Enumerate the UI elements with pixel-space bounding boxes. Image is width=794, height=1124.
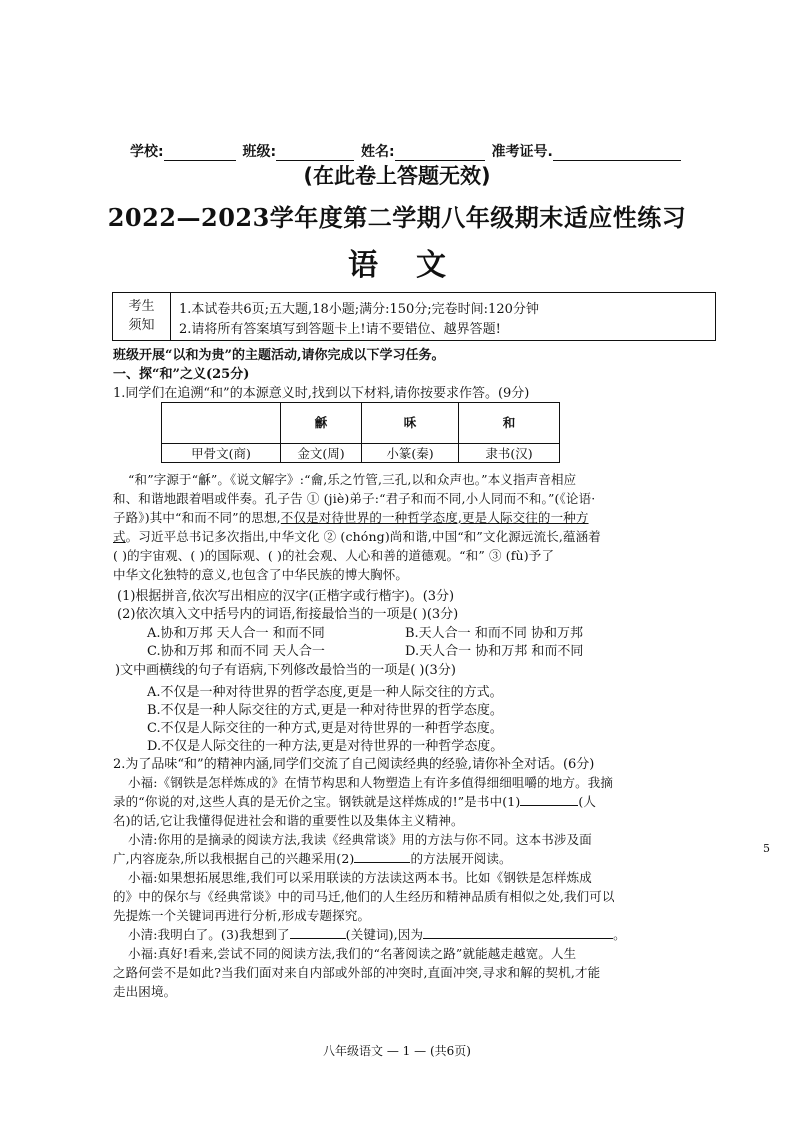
dialogue-line-9c: 。	[613, 927, 626, 942]
exam-no-label: 准考证号.	[491, 144, 553, 160]
glyph-oracle	[162, 403, 281, 444]
dialogue-line-8: 先提炼一个关键词再进行分析,形成专题探究。	[113, 908, 371, 923]
dialogue-line-2	[113, 792, 596, 810]
subject-title: 语文	[348, 248, 484, 283]
passage-line-5: ( )的宇宙观、( )的国际观、( )的社会观、人心和善的道德观。“和” ③ (fù)予了	[113, 548, 555, 563]
question-2: 2.为了品味“和”的精神内涵,同学们交流了自己阅读经典的经验,请你补全对话。(6分)	[113, 757, 595, 772]
glyph-clerical: 和	[459, 403, 560, 444]
underlined-sentence-part-2: 式	[113, 529, 126, 544]
dialogue-line-6: 小福:如果想拓展思维,我们可以采用联读的方法读这两本书。比如《钢铁是怎样炼成	[128, 870, 592, 885]
label-seal: 小篆(秦)	[362, 444, 459, 463]
dialogue-line-1: 小福:《钢铁是怎样炼成的》在情节构思和人物塑造上有许多值得细细咀嚼的地方。我摘	[128, 775, 614, 790]
dialogue-line-9	[128, 925, 626, 943]
dialogue-line-9b: (关键词),因为	[345, 927, 424, 942]
passage-line-4b: 。习近平总书记多次指出,中华文化 ② (chóng)尚和谐,中国“和”文化源远流长,蕴涵着	[125, 529, 601, 544]
glyph-seal: 咊	[362, 403, 459, 444]
dialogue-line-10: 小福:真好!看来,尝试不同的阅读方法,我们的“名著阅读之路”就能越走越宽。人生	[128, 946, 577, 961]
notice-label	[113, 293, 171, 340]
side-margin-mark: 5	[763, 842, 770, 855]
option-1-3-b: B.不仅是一种人际交往的方式,更是一种对待世界的哲学态度。	[147, 703, 503, 718]
activity-intro: 班级开展“以和为贵”的主题活动,请你完成以下学习任务。	[113, 348, 445, 363]
answer-blank-2[interactable]	[354, 850, 410, 863]
student-info-header	[130, 141, 683, 161]
label-clerical: 隶书(汉)	[459, 444, 560, 463]
section-1-heading: 一、探“和”之义(25分)	[113, 367, 250, 382]
option-1-2-b: B.天人合一 和而不同 协和万邦	[405, 626, 583, 641]
question-1-1: (1)根据拼音,依次写出相应的汉字(正楷字或行楷字)。(3分)	[117, 589, 455, 604]
passage-line-4	[113, 527, 601, 545]
answer-blank-3[interactable]	[290, 926, 346, 939]
notice-label-1: 考生	[128, 299, 155, 314]
dialogue-line-12: 走出困境。	[113, 984, 177, 999]
class-label: 班级:	[242, 144, 277, 160]
passage-line-3a: 子路》)其中“和而不同”的思想,	[113, 510, 281, 525]
passage-line-3	[113, 508, 589, 526]
dialogue-line-7: 的》中的保尔与《经典常谈》中的司马迁,他们的人生经历和精神品质有相似之处,我们可以	[113, 889, 615, 904]
option-1-3-c: C.不仅是人际交往的一种方式,更是对待世界的一种哲学态度。	[147, 721, 503, 736]
dialogue-line-3: 名)的话,它让我懂得促进社会和谐的重要性以及集体主义精神。	[113, 813, 464, 828]
answer-blank-1[interactable]	[520, 793, 578, 806]
notice-line-1: 1.本试卷共6页;五大题,18小题;满分:150分;完卷时间:120分钟	[179, 302, 539, 317]
passage-line-2: 和、和谐地跟着唱或伴奏。孔子告 ① (jiè)弟子:“君子和而不同,小人同而不和。”(《论语·	[113, 491, 596, 506]
option-1-3-a: A.不仅是一种对待世界的哲学态度,更是一种人际交往的方式。	[147, 685, 503, 700]
name-label: 姓名:	[360, 144, 395, 160]
notice-label-2: 须知	[128, 318, 155, 333]
dialogue-line-2b: (人	[578, 794, 597, 809]
class-blank[interactable]	[276, 146, 354, 161]
school-label: 学校:	[130, 144, 164, 160]
underlined-sentence-part-1: 不仅是对待世界的一种哲学态度,更是人际交往的一种方	[280, 510, 589, 525]
script-evolution-table	[161, 402, 560, 463]
option-1-3-d: D.不仅是人际交往的一种方法,更是对待世界的一种哲学态度。	[147, 739, 504, 754]
notice-box	[112, 292, 716, 341]
answer-blank-3-reason[interactable]	[423, 926, 613, 939]
glyph-bronze: 龢	[281, 403, 362, 444]
invalid-note: (在此卷上答题无效)	[303, 164, 491, 188]
label-bronze: 金文(周)	[281, 444, 362, 463]
dialogue-line-5a: 广,内容庞杂,所以我根据自己的兴趣采用(2)	[113, 851, 355, 866]
option-1-2-d: D.天人合一 协和万邦 和而不同	[405, 644, 584, 659]
glyph-row	[162, 403, 560, 444]
exam-no-blank[interactable]	[553, 146, 681, 161]
dialogue-line-2a: 录的“你说的对,这些人真的是无价之宝。钢铁就是这样炼成的!”是书中(1)	[113, 794, 521, 809]
dialogue-line-11: 之路何尝不是如此?当我们面对来自内部或外部的冲突时,直面冲突,寻求和解的契机,才能	[113, 965, 601, 980]
dialogue-line-9a: 小清:我明白了。(3)我想到了	[128, 927, 290, 942]
question-1-2: (2)依次填入文中括号内的词语,衔接最恰当的一项是( )(3分)	[117, 607, 459, 622]
passage-line-1: “和”字源于“龢”。《说文解字》:“龠,乐之竹管,三孔,以和众声也。”本义指声音相应	[128, 472, 577, 487]
question-1-3: )文中画横线的句子有语病,下列修改最恰当的一项是( )(3分)	[115, 663, 456, 678]
school-blank[interactable]	[164, 146, 236, 161]
dialogue-line-5b: 的方法展开阅读。	[410, 851, 512, 866]
exam-title: 2022—2023学年度第二学期八年级期末适应性练习	[107, 203, 687, 232]
page-footer: 八年级语文 — 1 — (共6页)	[323, 1044, 471, 1058]
question-1: 1.同学们在追溯“和”的本源意义时,找到以下材料,请你按要求作答。(9分)	[113, 386, 530, 401]
dialogue-line-5	[113, 849, 512, 867]
option-1-2-c: C.协和万邦 和而不同 天人合一	[147, 644, 325, 659]
dialogue-line-4: 小清:你用的是摘录的阅读方法,我读《经典常谈》用的方法与你不同。这本书涉及面	[128, 832, 592, 847]
name-blank[interactable]	[395, 146, 485, 161]
notice-line-2: 2.请将所有答案填写到答题卡上!请不要错位、越界答题!	[179, 322, 501, 337]
option-1-2-a: A.协和万邦 天人合一 和而不同	[147, 626, 325, 641]
label-row	[162, 444, 560, 463]
label-oracle: 甲骨文(商)	[162, 444, 281, 463]
passage-line-6: 中华文化独特的意义,也包含了中华民族的博大胸怀。	[113, 567, 409, 582]
